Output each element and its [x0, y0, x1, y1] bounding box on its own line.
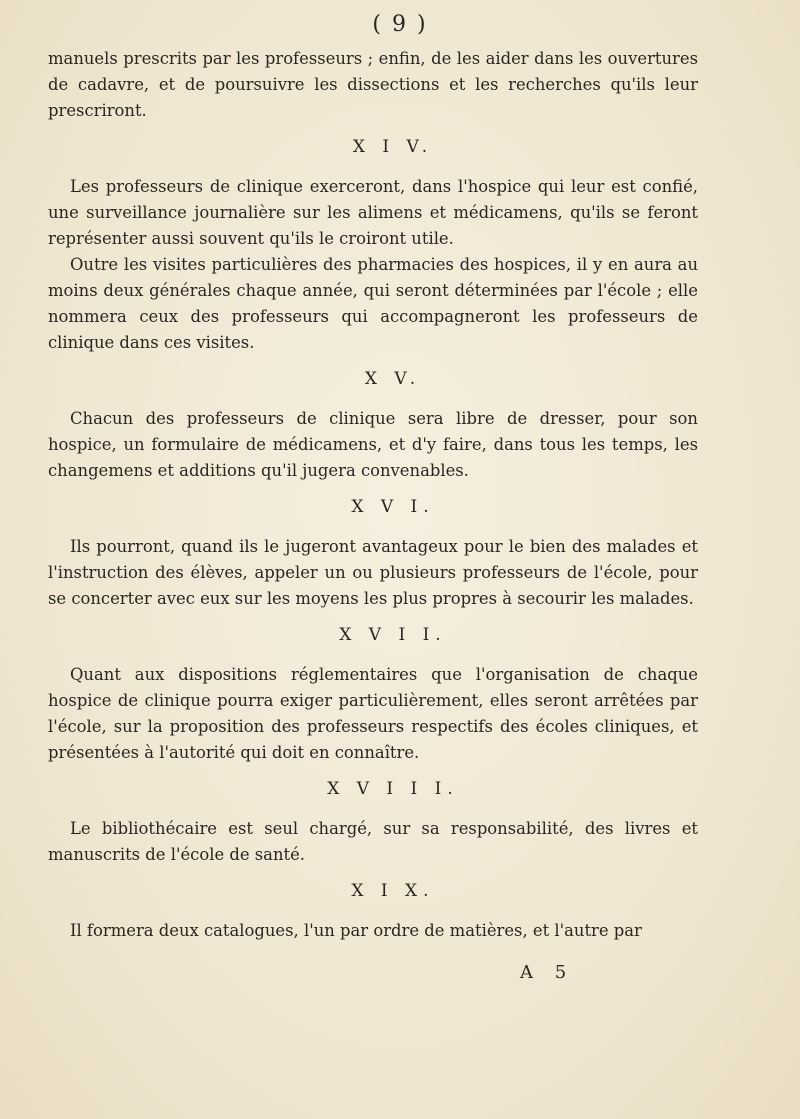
- paragraph-xiv-1: Les professeurs de clinique exerceront, dans l'hospice qui leur est confié, une surveillance journalière sur les alimens et médicamens, qu'ils se feront représenter aussi souvent qu'ils le croiront utile.: [48, 177, 698, 248]
- page-number: ( 9 ): [372, 12, 428, 37]
- paragraph-xix: Il formera deux catalogues, l'un par ordre de matières, et l'autre par: [70, 921, 642, 940]
- paragraph-continuation: manuels prescrits par les professeurs ; enfin, de les aider dans les ouvertures de cadavre, et de poursuivre les dissections et les recherches qu'ils leur prescriront.: [48, 49, 698, 120]
- paragraph-xviii: Le bibliothécaire est seul chargé, sur sa responsabilité, des livres et manuscrits de l'école de santé.: [48, 819, 698, 864]
- paragraph-xiv-2: Outre les visites particulières des pharmacies des hospices, il y en aura au moins deux générales chaque année, qui seront déterminées par l'école ; elle nommera ceux des professeurs qui accompagneront les professeurs de clinique dans ces visites.: [48, 255, 698, 352]
- paragraph-xvii: Quant aux dispositions réglementaires que l'organisation de chaque hospice de clinique pourra exiger particulièrement, elles seront arrêtées par l'école, sur la proposition des professeurs respectifs des écoles cliniques, et présentées à l'autorité qui doit en connaître.: [48, 665, 698, 762]
- article-heading-xvi: X V I.: [351, 497, 435, 517]
- signature-mark: A 5: [520, 962, 575, 983]
- paragraph-xv: Chacun des professeurs de clinique sera libre de dresser, pour son hospice, un formulaire de médicamens, et d'y faire, dans tous les temps, les changemens et additions qu'il jugera convenables.: [48, 409, 698, 480]
- article-heading-xvii: X V I I.: [339, 625, 447, 645]
- article-heading-xiv: X I V.: [352, 137, 434, 157]
- article-heading-xix: X I X.: [351, 881, 435, 901]
- paragraph-xvi: Ils pourront, quand ils le jugeront avantageux pour le bien des malades et l'instruction des élèves, appeler un ou plusieurs professeurs de l'école, pour se concerter avec eux sur les moyens les plus propres à secourir les malades.: [48, 537, 698, 608]
- page-body: [48, 46, 698, 944]
- article-heading-xv: X V.: [364, 369, 422, 389]
- article-heading-xviii: X V I I I.: [327, 779, 459, 799]
